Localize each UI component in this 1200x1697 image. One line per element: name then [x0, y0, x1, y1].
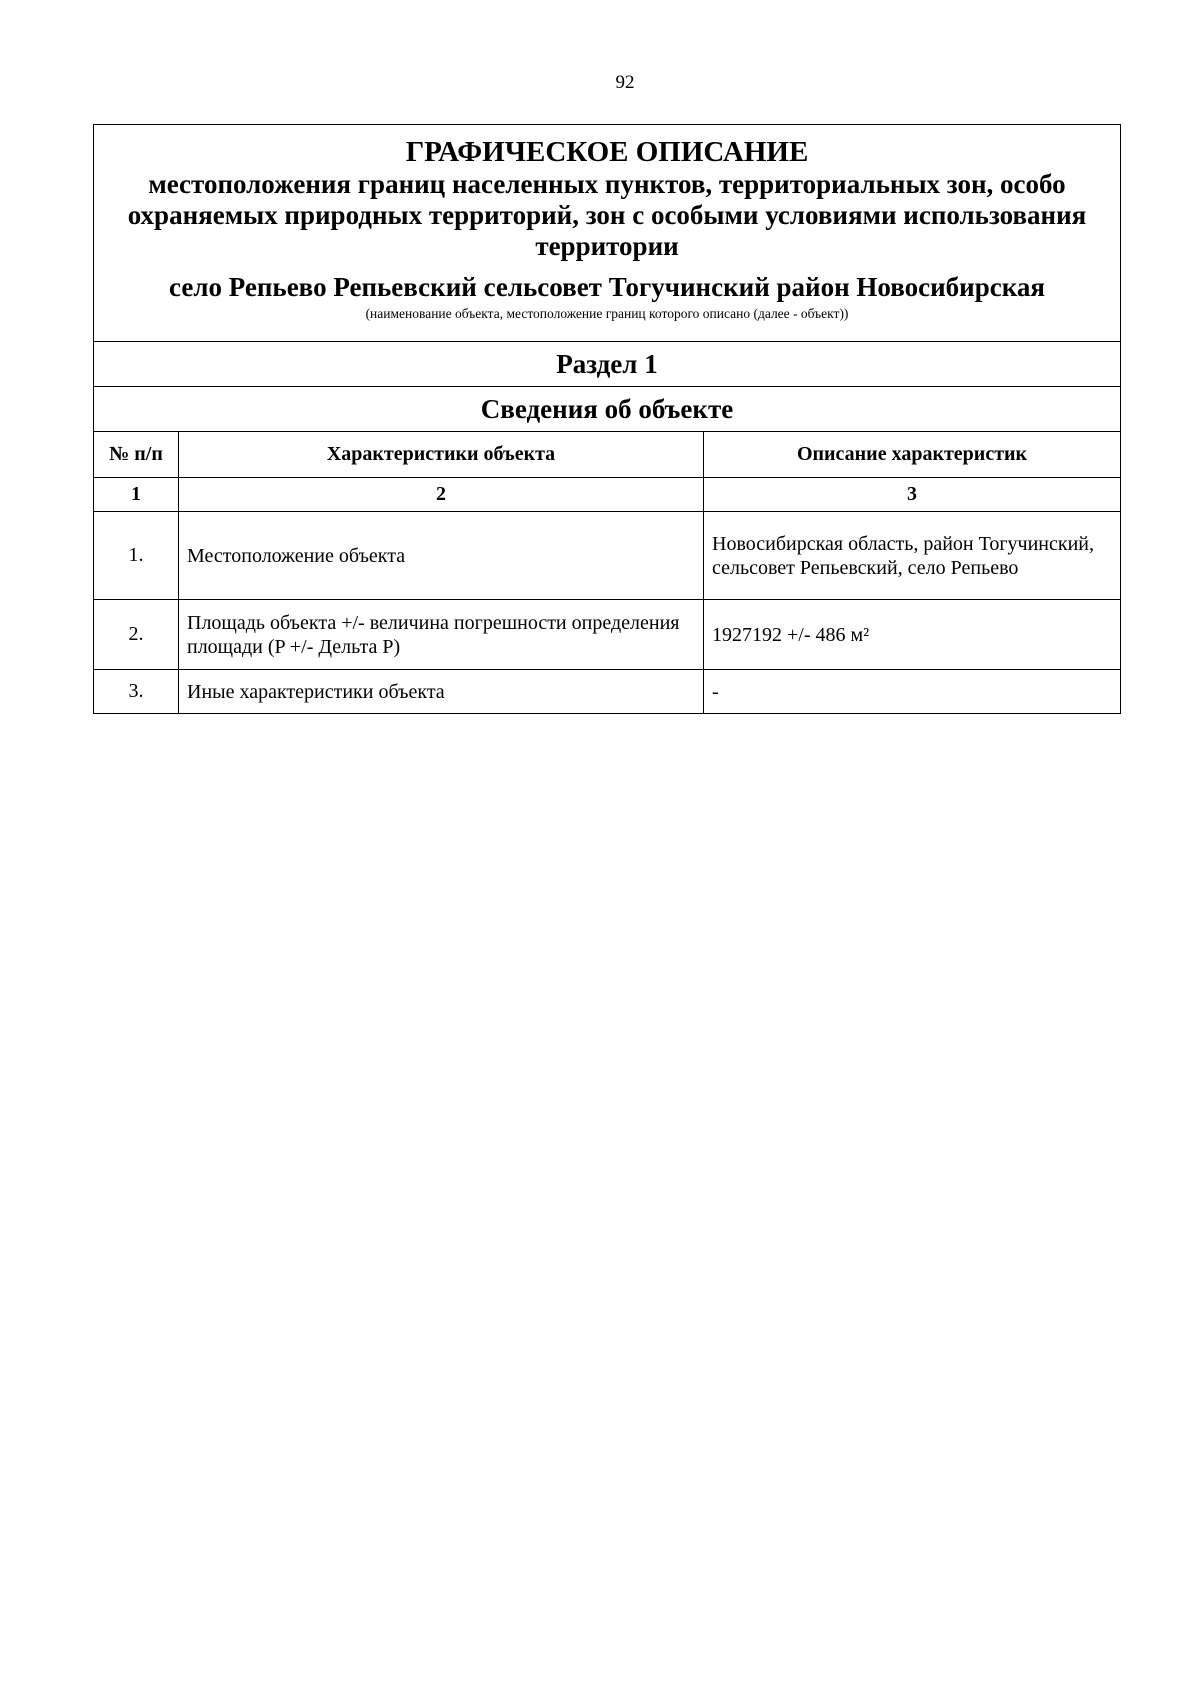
row-number: 3. [94, 670, 179, 714]
row-description: Новосибирская область, район Тогучинский, сельсовет Репьевский, село Репьево [704, 512, 1121, 600]
header-number: № п/п [94, 432, 179, 478]
row-characteristic: Местоположение объекта [179, 512, 704, 600]
object-caption: (наименование объекта, местоположение границ которого описано (далее - объект)) [365, 306, 849, 321]
table-row [94, 600, 1121, 670]
row-description: 1927192 +/- 486 м² [704, 600, 1121, 670]
table-row [94, 512, 1121, 600]
row-characteristic: Площадь объекта +/- величина погрешности определения площади (P +/- Дельта P) [179, 600, 704, 670]
object-name: село Репьево Репьевский сельсовет Тогучинский район Новосибирская [169, 272, 1045, 302]
column-numbers-row [94, 478, 1121, 512]
section-label: Раздел 1 [94, 342, 1121, 387]
document-title: ГРАФИЧЕСКОЕ ОПИСАНИЕ [405, 136, 809, 168]
column-number-2: 2 [179, 478, 704, 512]
document-subtitle: местоположения границ населенных пунктов, территориальных зон, особо охраняемых природных территорий, зон с особыми условиями использования территории [127, 169, 1087, 261]
document-header [94, 125, 1121, 342]
row-description: - [704, 670, 1121, 714]
object-info-table [93, 124, 1121, 714]
row-number: 2. [94, 600, 179, 670]
section-name: Сведения об объекте [94, 387, 1121, 432]
row-characteristic: Иные характеристики объекта [179, 670, 704, 714]
section-name-row [94, 387, 1121, 432]
row-number: 1. [94, 512, 179, 600]
header-characteristic: Характеристики объекта [179, 432, 704, 478]
table-row [94, 670, 1121, 714]
header-description: Описание характеристик [704, 432, 1121, 478]
section-label-row [94, 342, 1121, 387]
page-number: 92 [615, 72, 635, 93]
table-header-row [94, 432, 1121, 478]
column-number-1: 1 [94, 478, 179, 512]
column-number-3: 3 [704, 478, 1121, 512]
document-header-row [94, 125, 1121, 342]
